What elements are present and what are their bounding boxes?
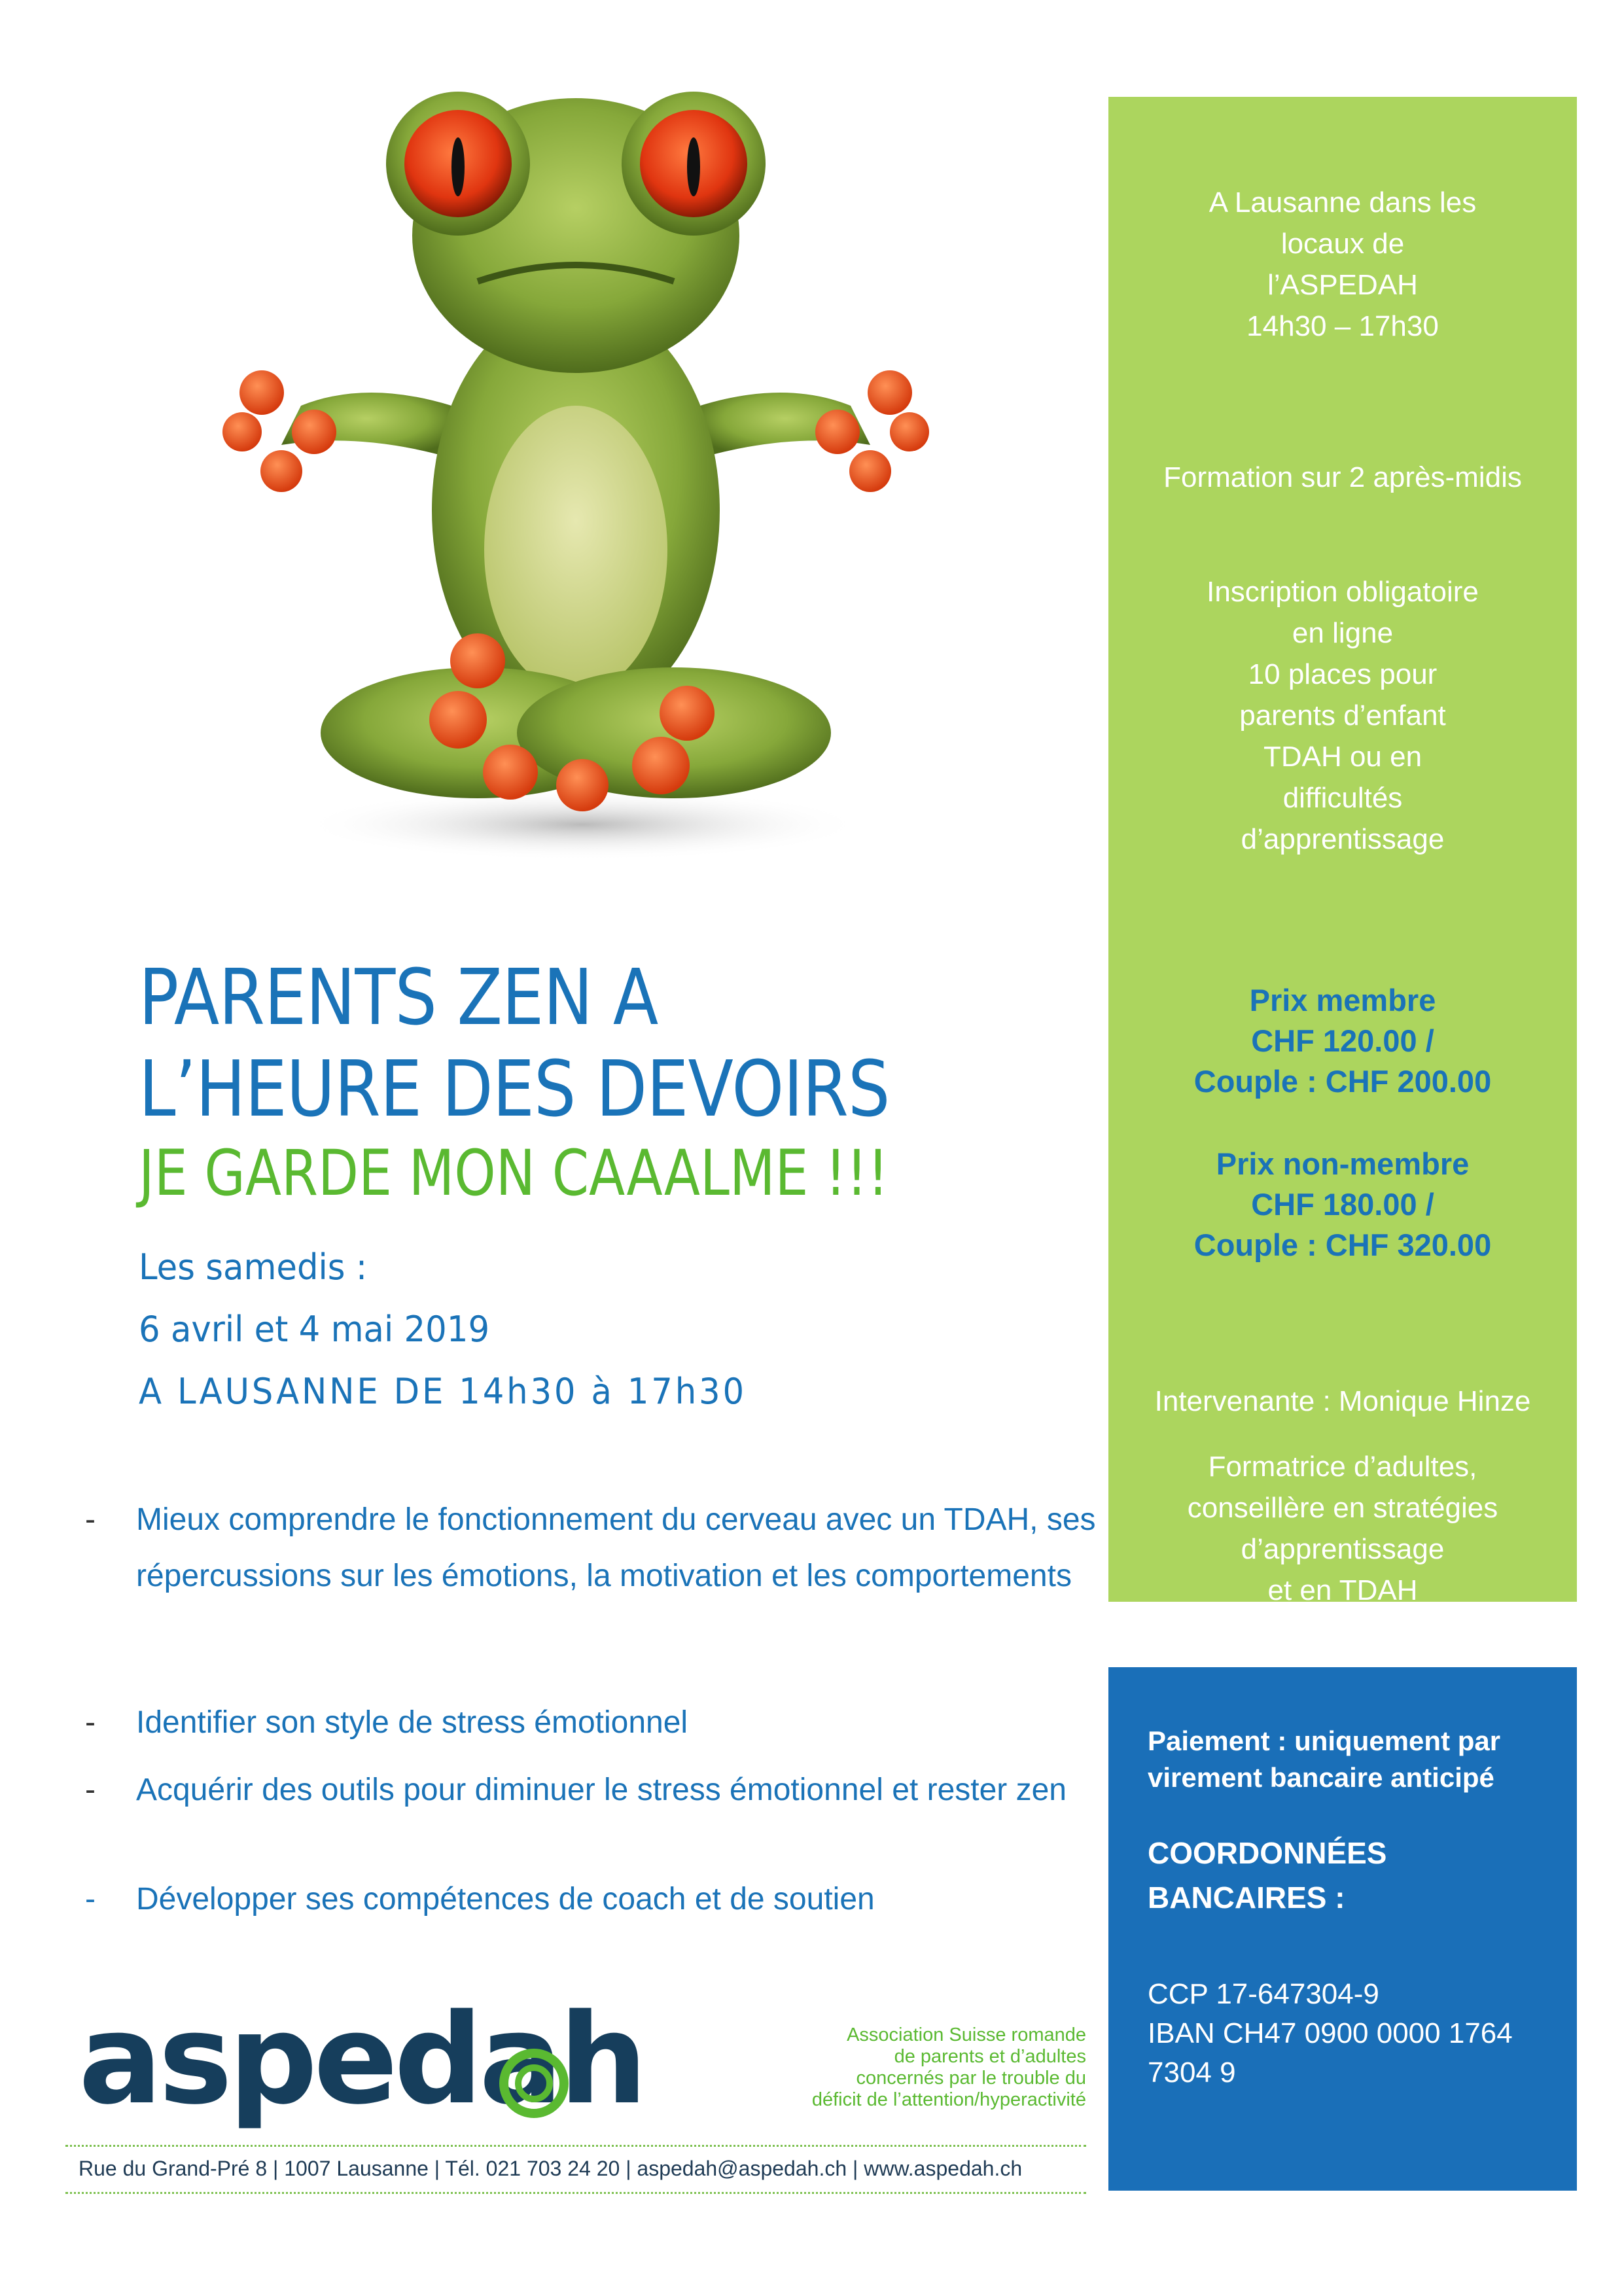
bullet-text: Mieux comprendre le fonctionnement du cerveau avec un TDAH, ses répercussions sur les émotions, la motivation et les comportements [136,1502,1096,1593]
schedule-days: Les samedis : [139,1246,368,1288]
bullet-dash: - [85,1882,96,1916]
location-line: locaux de [1280,228,1405,260]
schedule-place-time: A LAUSANNE DE 14h30 à 17h30 [139,1371,747,1412]
association-line: concernés par le trouble du [856,2068,1086,2089]
price-member [1108,980,1577,1102]
inscription-line: parents d’enfant [1239,699,1446,732]
footer-divider-bottom [65,2192,1086,2194]
iban-line: 7304 9 [1148,2057,1236,2089]
inscription-block [1108,571,1577,860]
bullet-text: Acquérir des outils pour diminuer le stress émotionnel et rester zen [136,1773,1067,1807]
title-line-2: L’HEURE DES DEVOIRS [139,1044,890,1134]
logo-swirl-icon [496,2045,572,2121]
price-member-single: CHF 120.00 / [1251,1023,1434,1058]
ccp-number: CCP 17-647304-9 [1148,1978,1379,2010]
association-line: de parents et d’adultes [894,2046,1086,2067]
meditating-frog-illustration [85,39,1067,890]
price-member-couple: Couple : CHF 200.00 [1193,1064,1492,1099]
aspedah-logo [79,1987,707,2132]
price-nonmember-single: CHF 180.00 / [1251,1187,1434,1222]
bank-title-line: BANCAIRES : [1148,1881,1345,1915]
speaker-role-line: d’apprentissage [1241,1533,1445,1565]
speaker-role-line: et en TDAH [1267,1574,1418,1606]
inscription-line: 10 places pour [1248,658,1438,690]
inscription-line: Inscription obligatoire [1207,576,1479,608]
location-block [1108,182,1577,347]
speaker-name: Intervenante : Monique Hinze [1154,1385,1531,1417]
footer-divider-top [65,2145,1086,2147]
bank-title-line: COORDONNÉES [1148,1836,1387,1870]
location-line: A Lausanne dans les [1209,186,1477,219]
payment-line: virement bancaire anticipé [1148,1762,1494,1793]
price-nonmember [1108,1144,1577,1265]
price-member-label: Prix membre [1249,983,1436,1017]
bullet-text: Identifier son style de stress émotionnel [136,1705,688,1740]
location-line: l’ASPEDAH [1267,269,1418,301]
speaker-role-line: Formatrice d’adultes, [1208,1451,1477,1483]
inscription-line: d’apprentissage [1241,823,1445,855]
schedule-dates: 6 avril et 4 mai 2019 [139,1309,490,1350]
speaker-role-line: conseillère en stratégies [1187,1492,1498,1524]
association-line: déficit de l’attention/hyperactivité [811,2089,1086,2110]
bank-title [1148,1831,1566,1920]
price-nonmember-couple: Couple : CHF 320.00 [1193,1227,1492,1262]
bullet-dash: - [85,1773,96,1807]
footer-contact: Rue du Grand-Pré 8 | 1007 Lausanne | Tél. 021 703 24 20 | aspedah@aspedah.ch | www.aspedah.ch [79,2157,1023,2180]
info-panel [1108,97,1577,1606]
location-time: 14h30 – 17h30 [1246,310,1439,342]
formation-duration: Formation sur 2 après-midis [1163,461,1522,493]
speaker-role [1108,1446,1577,1611]
bank-details [1148,1975,1566,2093]
bullet-dash: - [85,1502,96,1537]
bullet-text: Développer ses compétences de coach et de soutien [136,1882,875,1916]
inscription-line: en ligne [1292,617,1394,649]
association-line: Association Suisse romande [847,2024,1086,2045]
association-description [694,2024,1086,2123]
title-line-1: PARENTS ZEN A [139,952,658,1042]
payment-line: Paiement : uniquement par [1148,1725,1501,1756]
inscription-line: TDAH ou en [1263,741,1422,773]
payment-panel [1108,1667,1577,2191]
price-nonmember-label: Prix non-membre [1216,1146,1470,1181]
bullet-dash: - [85,1705,96,1740]
payment-info [1148,1723,1566,1796]
logo-wordmark: aspedah [79,1987,644,2132]
iban-line: IBAN CH47 0900 0000 1764 [1148,2017,1513,2049]
inscription-line: difficultés [1282,782,1403,814]
subtitle: JE GARDE MON CAAALME !!! [139,1137,889,1210]
